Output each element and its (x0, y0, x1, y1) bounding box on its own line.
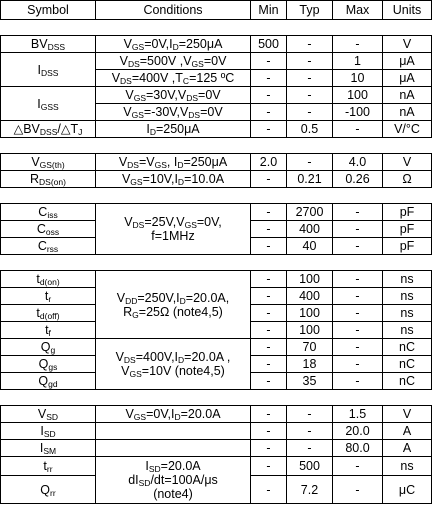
conditions-cell (96, 339, 251, 390)
min-value: - (251, 87, 287, 104)
text-segment: =10.0A (184, 172, 225, 186)
text-segment: Q (40, 482, 51, 497)
symbol-cell (1, 356, 96, 373)
condition-line (97, 54, 249, 68)
text-segment: =0V,I (144, 37, 173, 51)
header-min: Min (251, 1, 287, 20)
subscript-text: SD (148, 464, 161, 474)
subscript-text: DS(on) (39, 177, 66, 187)
text-segment: V (124, 215, 133, 229)
unit-cell: pF (383, 238, 432, 255)
text-segment: =0V (198, 88, 221, 102)
unit-cell: μC (383, 476, 432, 504)
spacer-cell (1, 20, 432, 36)
table-row (1, 36, 432, 53)
unit-cell: Ω (383, 171, 432, 188)
unit-cell: nC (383, 373, 432, 390)
symbol-cell (1, 457, 96, 476)
text-segment: t (44, 289, 49, 303)
subscript-text: D (178, 355, 185, 365)
text-segment: =20.0A, (185, 290, 230, 305)
text-segment: =125 ºC (189, 71, 235, 85)
typ-value: - (287, 423, 333, 440)
unit-cell: nC (383, 339, 432, 356)
text-segment: V (123, 105, 132, 119)
typ-value: - (287, 440, 333, 457)
symbol-cell (1, 171, 96, 188)
table-row (1, 406, 432, 423)
min-value: - (251, 204, 287, 221)
header-typ: Typ (287, 1, 333, 20)
max-value: - (333, 221, 383, 238)
section-spacer (1, 138, 432, 154)
text-segment: =250μA (155, 122, 200, 136)
text-segment: =250V,I (137, 290, 180, 305)
typ-value: 35 (287, 373, 333, 390)
text-segment: =0V, (196, 215, 222, 229)
text-segment: Q (38, 357, 49, 371)
min-value: - (251, 373, 287, 390)
text-segment: V (118, 155, 128, 169)
conditions-cell (96, 271, 251, 339)
text-segment: △BV (13, 122, 40, 136)
subscript-text: D (177, 160, 184, 170)
table-row (1, 204, 432, 221)
typ-value: 400 (287, 288, 333, 305)
subscript-text: DS (132, 220, 145, 230)
max-value: - (333, 322, 383, 339)
subscript-text: D (177, 177, 185, 187)
text-segment: =-30V,V (143, 105, 189, 119)
symbol-cell (1, 322, 96, 339)
table-body (1, 20, 432, 504)
text-segment: I (37, 62, 41, 77)
table-row (1, 154, 432, 171)
typ-value: 2700 (287, 204, 333, 221)
text-segment: =20.0A (160, 459, 201, 473)
subscript-text: GS (184, 220, 197, 230)
text-segment: =10V (note4,5) (141, 364, 225, 378)
max-value: - (333, 457, 383, 476)
text-segment: V (121, 364, 130, 378)
subscript-text: DS (127, 59, 140, 69)
subscript-text: C (182, 76, 190, 86)
max-value: 100 (333, 87, 383, 104)
typ-value: 7.2 (287, 476, 333, 504)
subscript-text: GS (154, 160, 167, 170)
max-value: - (333, 204, 383, 221)
subscript-text: d(off) (39, 311, 60, 321)
unit-cell: pF (383, 221, 432, 238)
max-value: - (333, 305, 383, 322)
min-value: - (251, 423, 287, 440)
subscript-text: DSS (39, 127, 58, 137)
subscript-text: D (174, 412, 181, 422)
symbol-cell (1, 87, 96, 121)
condition-line (97, 473, 249, 487)
conditions-cell (96, 171, 251, 188)
unit-cell: ns (383, 457, 432, 476)
max-value: 4.0 (333, 154, 383, 171)
text-segment: =10V,I (142, 172, 178, 186)
text-segment: t (36, 306, 40, 320)
typ-value: 40 (287, 238, 333, 255)
typ-value: 0.5 (287, 121, 333, 138)
typ-value: 70 (287, 339, 333, 356)
subscript-text: D (179, 295, 186, 306)
conditions-cell (96, 53, 251, 70)
text-segment: (note4) (153, 487, 193, 501)
text-segment: f=1MHz (151, 229, 195, 243)
subscript-text: r (48, 294, 52, 304)
table-row (1, 87, 432, 104)
unit-cell: nC (383, 356, 432, 373)
header-conditions: Conditions (96, 1, 251, 20)
section-spacer (1, 255, 432, 271)
max-value: 80.0 (333, 440, 383, 457)
subscript-text: SM (43, 446, 57, 456)
condition-line (97, 105, 249, 119)
typ-value: - (287, 406, 333, 423)
table-row (1, 271, 432, 288)
unit-cell: A (383, 423, 432, 440)
subscript-text: DSS (47, 42, 66, 52)
unit-cell: μA (383, 70, 432, 87)
subscript-text: rr (46, 464, 53, 474)
min-value: - (251, 356, 287, 373)
text-segment: C (37, 239, 47, 253)
symbol-cell (1, 271, 96, 288)
unit-cell: nA (383, 104, 432, 121)
header-units: Units (383, 1, 432, 20)
condition-line (97, 215, 249, 229)
symbol-cell (1, 154, 96, 171)
min-value: - (251, 339, 287, 356)
max-value: - (333, 373, 383, 390)
symbol-cell (1, 373, 96, 390)
condition-line (97, 407, 249, 421)
header-max: Max (333, 1, 383, 20)
conditions-cell (96, 406, 251, 423)
condition-line (97, 122, 249, 136)
symbol-cell (1, 423, 96, 440)
max-value: - (333, 271, 383, 288)
text-segment: V (31, 155, 40, 169)
subscript-text: D (149, 127, 156, 137)
text-segment: t (45, 323, 49, 337)
typ-value: 100 (287, 271, 333, 288)
unit-cell: V (383, 154, 432, 171)
subscript-text: DSS (41, 67, 59, 78)
text-segment: BV (30, 37, 48, 51)
text-segment: V (123, 37, 132, 51)
table-row (1, 171, 432, 188)
section-spacer (1, 188, 432, 204)
typ-value: 100 (287, 305, 333, 322)
min-value: - (251, 476, 287, 504)
unit-cell: A (383, 440, 432, 457)
text-segment: V (119, 54, 128, 68)
subscript-text: G (132, 309, 139, 320)
header-symbol: Symbol (1, 1, 96, 20)
min-value: - (251, 171, 287, 188)
min-value: 2.0 (251, 154, 287, 171)
symbol-cell (1, 221, 96, 238)
typ-value: - (287, 53, 333, 70)
table-row (1, 423, 432, 440)
subscript-text: rr (50, 487, 56, 498)
symbol-cell (1, 36, 96, 53)
typ-value: 400 (287, 221, 333, 238)
subscript-text: GS (129, 369, 142, 379)
subscript-text: SD (138, 478, 151, 488)
text-segment: C (38, 205, 48, 219)
typ-value: - (287, 104, 333, 121)
table-row (1, 457, 432, 476)
table-row (1, 440, 432, 457)
subscript-text: GS (130, 177, 143, 187)
subscript-text: d(on) (39, 277, 60, 287)
symbol-cell (1, 339, 96, 356)
conditions-cell (96, 87, 251, 104)
max-value: - (333, 238, 383, 255)
text-segment: =250μA (178, 37, 223, 51)
text-segment: V (37, 407, 47, 421)
text-segment: =250μA (183, 155, 228, 169)
typ-value: 18 (287, 356, 333, 373)
subscript-text: SD (43, 429, 56, 439)
symbol-cell (1, 238, 96, 255)
text-segment: =20.0A (180, 407, 221, 421)
spacer-cell (1, 255, 432, 271)
typ-value: - (287, 70, 333, 87)
symbol-cell (1, 121, 96, 138)
spacer-cell (1, 390, 432, 406)
condition-line (97, 487, 249, 501)
text-segment: =500V ,V (139, 54, 192, 68)
max-value: - (333, 339, 383, 356)
subscript-text: oss (45, 227, 60, 237)
text-segment: =20.0A , (184, 350, 231, 364)
min-value: - (251, 221, 287, 238)
symbol-cell (1, 406, 96, 423)
text-segment: I (145, 459, 149, 473)
conditions-cell (96, 121, 251, 138)
unit-cell: V (383, 406, 432, 423)
max-value: - (333, 121, 383, 138)
min-value: - (251, 322, 287, 339)
subscript-text: rss (46, 244, 59, 254)
text-segment: Q (38, 374, 49, 388)
symbol-cell (1, 53, 96, 87)
section-spacer (1, 390, 432, 406)
subscript-text: gd (48, 379, 58, 389)
subscript-text: gs (48, 362, 58, 372)
symbol-cell (1, 204, 96, 221)
condition-line (97, 364, 249, 378)
max-value: - (333, 36, 383, 53)
condition-line (97, 305, 249, 319)
subscript-text: iss (47, 210, 58, 220)
text-segment: /dt=100A/μs (150, 473, 218, 487)
text-segment: =30V,V (146, 88, 187, 102)
text-segment: V (121, 172, 131, 186)
text-segment: dI (128, 473, 139, 487)
subscript-text: DS (123, 355, 136, 365)
unit-cell: ns (383, 305, 432, 322)
subscript-text: GS(th) (39, 160, 65, 170)
text-segment: =V (138, 155, 155, 169)
conditions-cell (96, 70, 251, 87)
subscript-text: GS (131, 42, 145, 52)
subscript-text: SD (46, 412, 59, 422)
unit-cell: ns (383, 271, 432, 288)
conditions-cell (96, 440, 251, 457)
subscript-text: J (78, 127, 83, 137)
condition-line (97, 155, 249, 169)
max-value: -100 (333, 104, 383, 121)
text-segment: t (36, 272, 40, 286)
table-row (1, 121, 432, 138)
max-value: 1.5 (333, 406, 383, 423)
conditions-cell (96, 36, 251, 53)
max-value: - (333, 288, 383, 305)
max-value: - (333, 476, 383, 504)
subscript-text: GS (131, 110, 144, 120)
text-segment: =25Ω (note4,5) (138, 304, 223, 319)
text-segment: , I (166, 155, 178, 169)
text-segment: =0V,I (146, 407, 175, 421)
unit-cell: pF (383, 204, 432, 221)
min-value: - (251, 305, 287, 322)
condition-line (97, 88, 249, 102)
min-value: - (251, 70, 287, 87)
symbol-cell (1, 305, 96, 322)
text-segment: =400V,I (135, 350, 179, 364)
conditions-cell (96, 457, 251, 504)
min-value: - (251, 440, 287, 457)
condition-line (97, 291, 249, 305)
header-row (1, 1, 432, 20)
symbol-cell (1, 440, 96, 457)
condition-line (97, 37, 249, 51)
max-value: 0.26 (333, 171, 383, 188)
text-segment: V (125, 88, 134, 102)
unit-cell: μA (383, 53, 432, 70)
subscript-text: GSS (40, 101, 59, 112)
subscript-text: f (48, 328, 51, 338)
text-segment: =400V ,T (131, 71, 183, 85)
unit-cell: ns (383, 288, 432, 305)
text-segment: V (115, 350, 124, 364)
symbol-cell (1, 288, 96, 305)
typ-value: 0.21 (287, 171, 333, 188)
min-value: - (251, 288, 287, 305)
condition-line (97, 172, 249, 186)
subscript-text: g (50, 345, 56, 355)
conditions-cell (96, 154, 251, 171)
max-value: 1 (333, 53, 383, 70)
text-segment: R (123, 304, 133, 319)
text-segment: V (125, 407, 134, 421)
text-segment: R (30, 172, 40, 186)
condition-line (97, 71, 249, 85)
subscript-text: GS (133, 93, 146, 103)
text-segment: =0V (203, 54, 227, 68)
symbol-cell (1, 476, 96, 504)
min-value: 500 (251, 36, 287, 53)
text-segment: I (39, 441, 44, 455)
subscript-text: GS (133, 412, 147, 422)
unit-cell: V (383, 36, 432, 53)
text-segment: =0V (200, 105, 223, 119)
typ-value: - (287, 36, 333, 53)
unit-cell: ns (383, 322, 432, 339)
conditions-cell (96, 104, 251, 121)
typ-value: - (287, 154, 333, 171)
spacer-cell (1, 138, 432, 154)
min-value: - (251, 271, 287, 288)
conditions-cell (96, 204, 251, 255)
text-segment: I (40, 424, 44, 438)
max-value: 20.0 (333, 423, 383, 440)
text-segment: I (37, 96, 41, 111)
subscript-text: GS (191, 59, 204, 69)
min-value: - (251, 121, 287, 138)
unit-cell: V/°C (383, 121, 432, 138)
subscript-text: DD (125, 295, 138, 306)
table-row (1, 53, 432, 70)
subscript-text: D (172, 42, 179, 52)
subscript-text: DS (186, 93, 199, 103)
text-segment: I (146, 122, 150, 136)
text-segment: t (43, 459, 47, 473)
min-value: - (251, 406, 287, 423)
max-value: 10 (333, 70, 383, 87)
subscript-text: DS (120, 76, 132, 86)
min-value: - (251, 53, 287, 70)
subscript-text: DS (127, 160, 139, 170)
condition-line (97, 459, 249, 473)
min-value: - (251, 238, 287, 255)
section-spacer (1, 20, 432, 36)
typ-value: - (287, 87, 333, 104)
min-value: - (251, 457, 287, 476)
text-segment: =25V,V (144, 215, 185, 229)
subscript-text: DS (188, 110, 201, 120)
conditions-cell (96, 423, 251, 440)
condition-line (97, 229, 249, 243)
table-row (1, 339, 432, 356)
min-value: - (251, 104, 287, 121)
spacer-cell (1, 188, 432, 204)
max-value: - (333, 356, 383, 373)
text-segment: C (36, 222, 46, 236)
condition-line (97, 350, 249, 364)
text-segment: Q (40, 340, 51, 354)
text-segment: /△T (57, 122, 79, 136)
text-segment: V (111, 71, 121, 85)
unit-cell: nA (383, 87, 432, 104)
text-segment: V (116, 290, 126, 305)
typ-value: 500 (287, 457, 333, 476)
typ-value: 100 (287, 322, 333, 339)
